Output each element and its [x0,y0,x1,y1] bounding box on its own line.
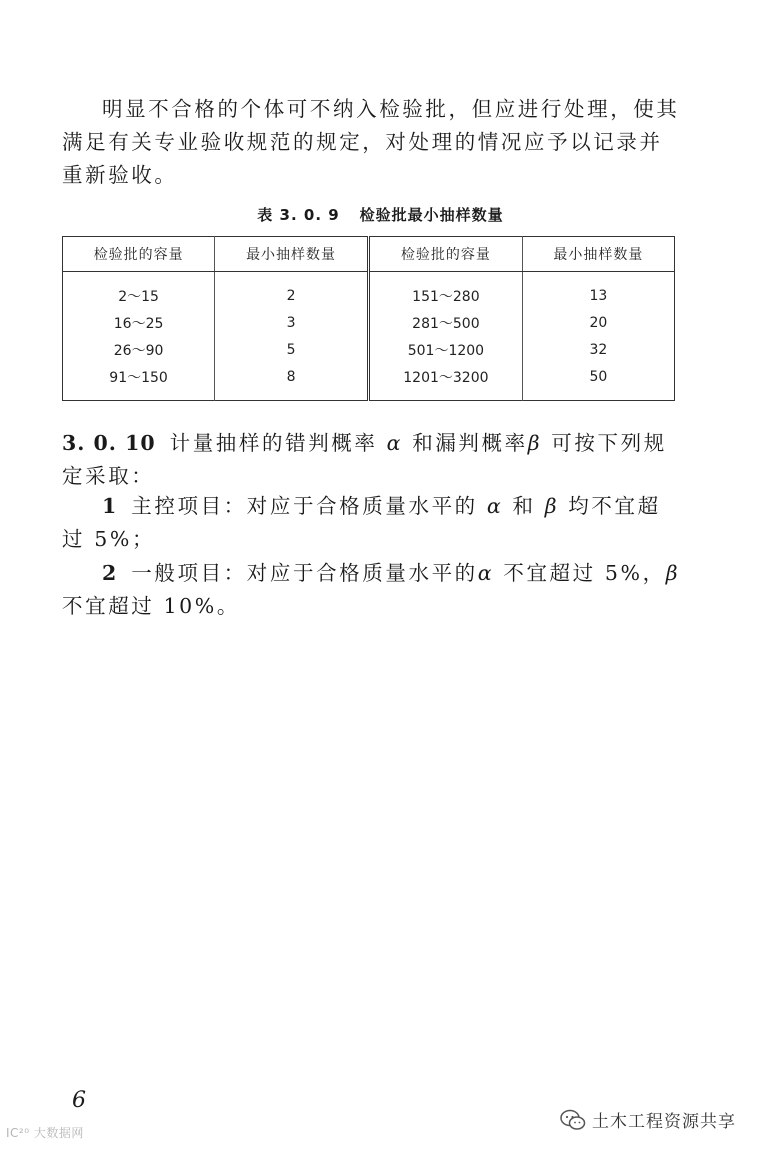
table-cell: 91～150 [63,363,215,401]
table-header-cell: 检验批的容量 [368,237,522,272]
item-text-c: 均不宜超过 5%； [62,494,661,551]
item-text-c: 不宜超过 10%。 [62,594,240,618]
page-number: 6 [72,1088,86,1113]
item-text-a: 主控项目：对应于合格质量水平的 [131,494,478,518]
beta-symbol: β [527,431,543,455]
alpha-symbol: α [386,431,404,455]
clause-number: 3. 0. 10 [62,431,156,455]
table-cell: 50 [589,368,608,385]
table-cell: 1201～3200 [368,363,522,401]
table-header-cell: 检验批的容量 [63,237,215,272]
watermark-right-text: 土木工程资源共享 [592,1112,736,1132]
table-cell: 151～280 [368,272,522,310]
intro-paragraph: 明显不合格的个体可不纳入检验批，但应进行处理，使其满足有关专业验收规范的规定，对处理的情况应予以记录并重新验收。 [62,97,680,187]
item-text-b: 不宜超过 5%， [503,561,666,585]
clause-text-a: 计量抽样的错判概率 [169,431,378,455]
beta-symbol: β [665,561,681,585]
item-2 [62,557,682,623]
item-1 [62,490,682,556]
table-cell: 13 [589,287,608,304]
table-header-cell: 最小抽样数量 [522,237,674,272]
table-cell: 8 [215,363,369,401]
clause-3-0-10 [62,427,682,493]
table-header-cell: 最小抽样数量 [215,237,369,272]
watermark-right [560,1107,736,1132]
table-header-row [63,237,675,272]
table-caption-title: 检验批最小抽样数量 [359,206,504,224]
table-cell: 281～500 [368,309,522,336]
table-caption-number: 表 3. 0. 9 [257,206,340,224]
table-row [63,336,675,363]
watermark-left: IC²⁰ 大数据网 [6,1126,84,1140]
sampling-table [62,236,675,401]
table-cell: 3 [215,309,369,336]
table-cell: 20 [589,314,608,331]
alpha-symbol: α [486,494,504,518]
item-text-a: 一般项目：对应于合格质量水平的 [131,561,478,585]
table-cell: 2 [215,272,369,310]
table-row [63,272,675,310]
table-row [63,309,675,336]
table-row [63,363,675,401]
table-cell: 16～25 [63,309,215,336]
item-number: 2 [102,561,118,585]
beta-symbol: β [544,494,560,518]
wechat-icon [560,1109,586,1131]
item-text-b: 和 [512,494,536,518]
item-number: 1 [102,494,118,518]
table-cell: 26～90 [63,336,215,363]
alpha-symbol: α [477,561,495,585]
table-cell: 5 [215,336,369,363]
table-cell: 32 [589,341,608,358]
table-cell: 501～1200 [368,336,522,363]
clause-text-b: 和漏判概率 [412,431,528,455]
clause-text-c: 可按下列规定采取： [62,431,667,488]
table-caption [0,204,761,225]
table-cell: 2～15 [63,272,215,310]
